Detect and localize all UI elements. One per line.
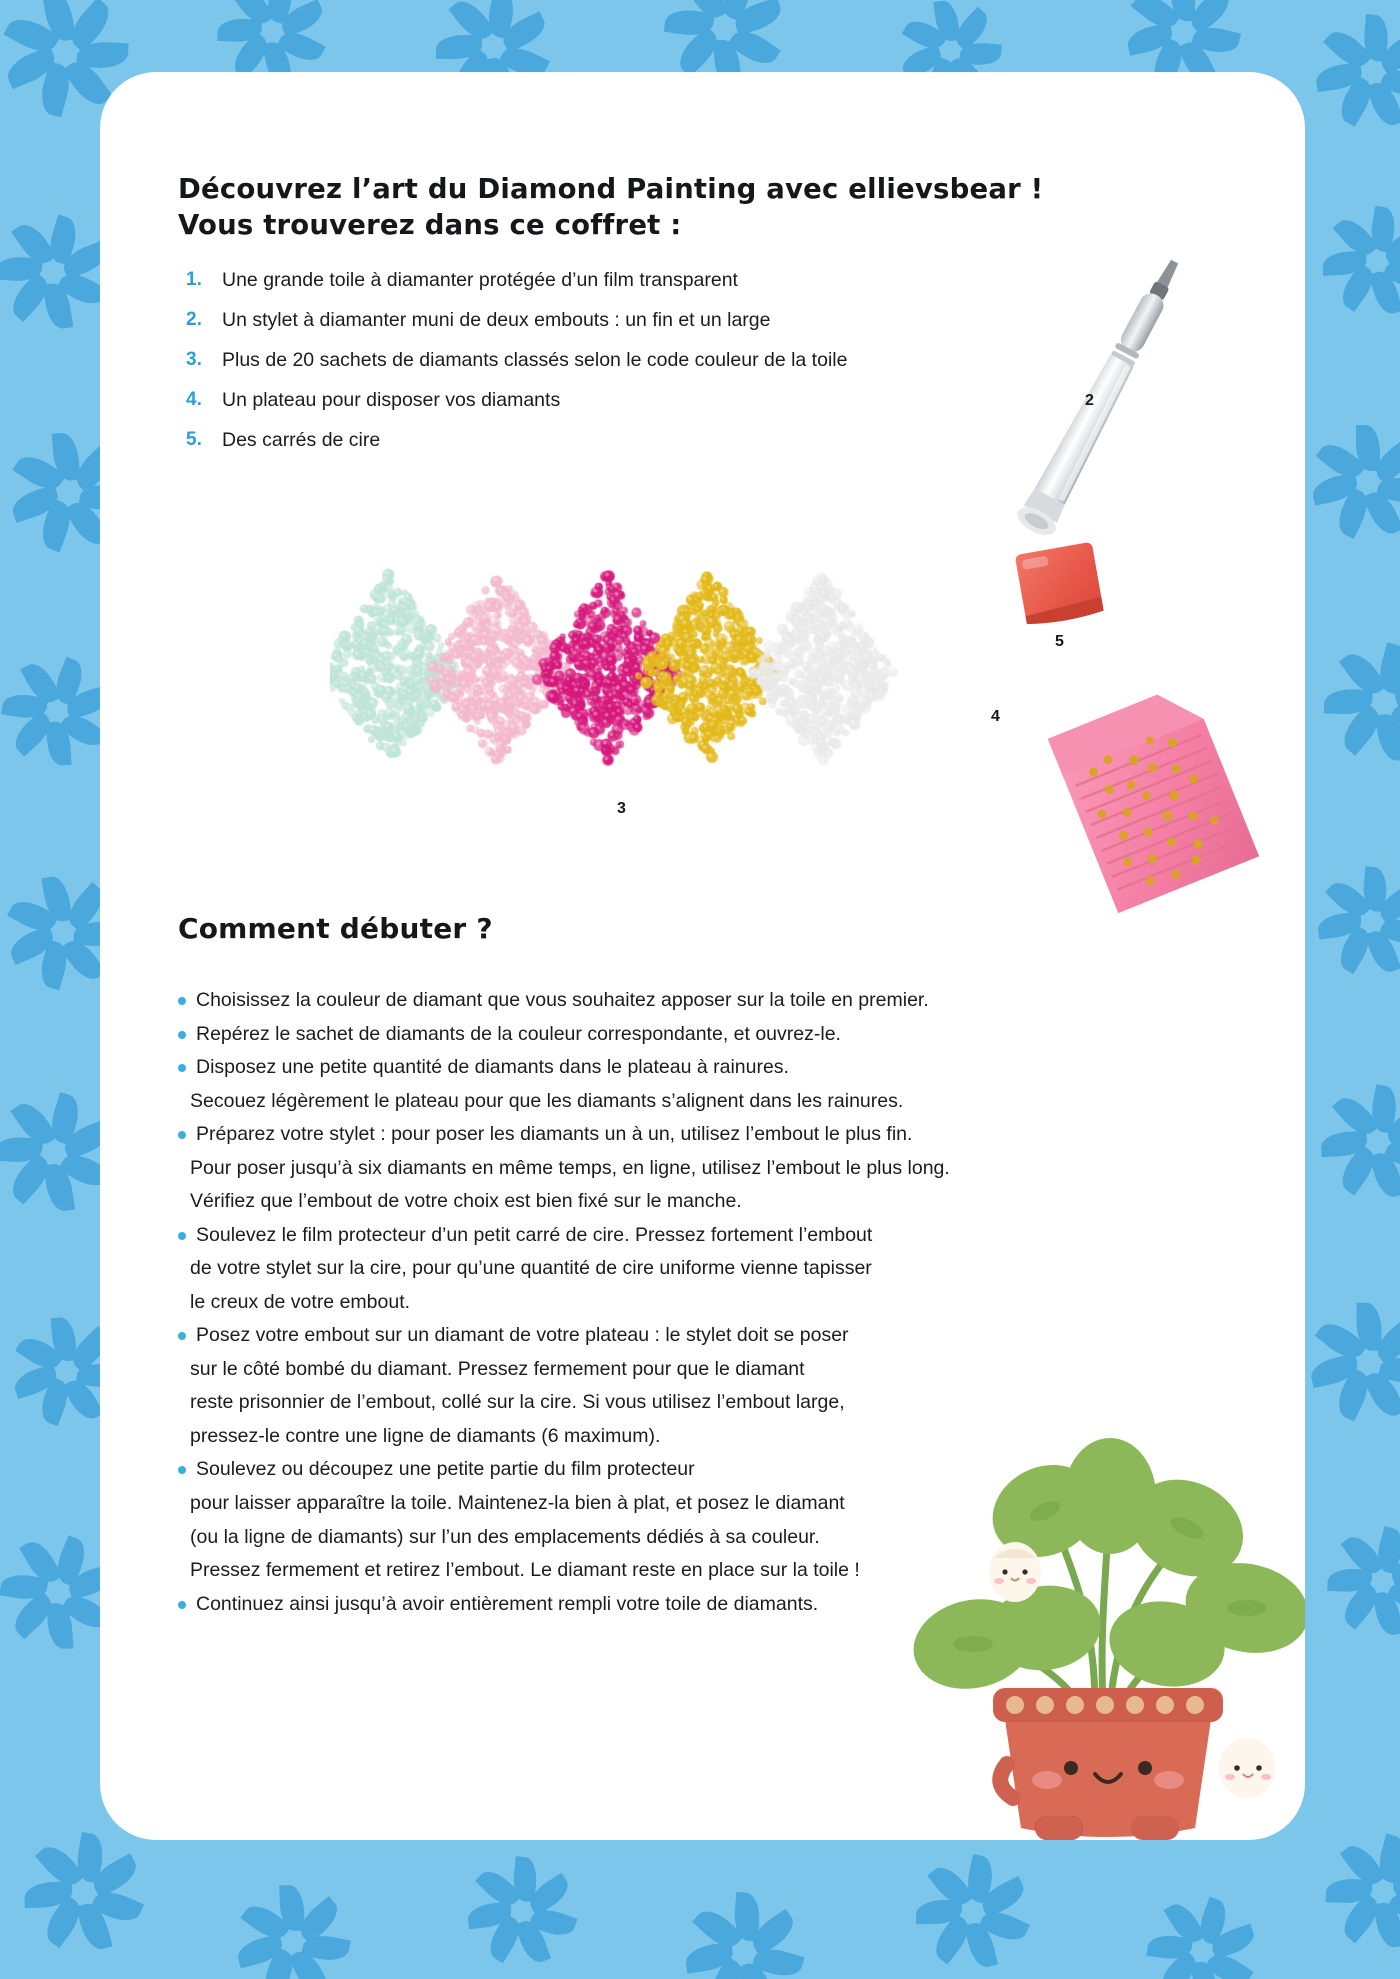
wax-square-illustration (1005, 537, 1125, 650)
list-item-number: 3. (186, 348, 202, 370)
list-item (178, 308, 998, 332)
instruction-text: Pour poser jusqu’à six diamants en même temps, en ligne, utilisez l’embout le plus long. (190, 1156, 950, 1179)
instruction-text: pour laisser apparaître la toile. Maintenez-la bien à plat, et posez le diamant (190, 1491, 845, 1514)
instruction-step (174, 1118, 1174, 1152)
bullet-icon (178, 1064, 186, 1072)
diamond-piles-illustration (330, 532, 930, 822)
instruction-text: le creux de votre embout. (190, 1290, 411, 1313)
instruction-step (174, 984, 1174, 1018)
list-item-label: Une grande toile à diamanter protégée d’un film transparent (222, 269, 738, 291)
list-item-number: 2. (186, 308, 202, 330)
bullet-icon (178, 1601, 186, 1609)
label-tray: 4 (991, 708, 1000, 725)
instruction-step (174, 1051, 1174, 1085)
bullet-icon (178, 997, 186, 1005)
instruction-text: pressez-le contre une ligne de diamants (6 maximum). (190, 1424, 661, 1447)
instruction-text: Soulevez le film protecteur d’un petit carré de cire. Pressez fortement l’embout (196, 1223, 873, 1246)
instruction-step-continuation (174, 1252, 1174, 1286)
bird-mascot-1 (989, 1542, 1041, 1602)
bullet-icon (178, 1466, 186, 1474)
diamonds-canvas (330, 532, 930, 822)
instruction-text: sur le côté bombé du diamant. Pressez fermement pour que le diamant (190, 1357, 805, 1380)
instruction-text: Soulevez ou découpez une petite partie du film protecteur (196, 1458, 695, 1481)
section-title-how-to-start: Comment débuter ? (178, 912, 493, 945)
instruction-text: Pressez fermement et retirez l’embout. Le diamant reste en place sur la toile ! (190, 1559, 860, 1582)
list-item-number: 4. (186, 388, 202, 410)
instruction-text: (ou la ligne de diamants) sur l’un des emplacements dédiés à sa couleur. (190, 1525, 820, 1548)
instruction-step (174, 1319, 1174, 1353)
tray-icon (1025, 682, 1285, 942)
list-item (178, 268, 998, 292)
plant-pot (993, 1688, 1223, 1840)
instruction-step-continuation (174, 1286, 1174, 1320)
instruction-text: de votre stylet sur la cire, pour qu’une quantité de cire uniforme vienne tapisser (190, 1257, 872, 1280)
bird-mascot-2 (1219, 1738, 1275, 1798)
instruction-text: Posez votre embout sur un diamant de votre plateau : le stylet doit se poser (196, 1324, 849, 1347)
monstera-plant-icon (895, 1376, 1305, 1840)
instruction-text: Continuez ainsi jusqu’à avoir entièrement rempli votre toile de diamants. (196, 1592, 819, 1615)
instruction-step-continuation (174, 1152, 1174, 1186)
list-item (178, 428, 998, 452)
page-title (178, 172, 1138, 244)
instruction-step-continuation (174, 1185, 1174, 1219)
title-line-1: Découvrez l’art du Diamond Painting avec ellievsbear ! (178, 173, 1044, 205)
wax-icon (1005, 537, 1125, 647)
bullet-icon (178, 1031, 186, 1039)
list-item-label: Un plateau pour disposer vos diamants (222, 388, 561, 411)
instruction-text: Vérifiez que l’embout de votre choix est bien fixé sur le manche. (190, 1190, 742, 1213)
label-diamonds: 3 (617, 800, 626, 817)
diamond-pen-illustration (970, 237, 1230, 567)
instruction-text: Choisissez la couleur de diamant que vous souhaitez apposer sur la toile en premier. (196, 989, 929, 1011)
pen-icon (970, 237, 1230, 567)
diamond-tray-illustration (991, 682, 1285, 942)
bullet-icon (178, 1332, 186, 1340)
list-item-number: 1. (186, 269, 202, 290)
label-wax: 5 (1055, 633, 1064, 650)
bullet-icon (178, 1131, 186, 1139)
label-pen: 2 (1085, 392, 1094, 409)
list-item (178, 348, 998, 372)
instruction-text: Disposez une petite quantité de diamants dans le plateau à rainures. (196, 1056, 789, 1079)
title-line-2: Vous trouverez dans ce coffret : (178, 208, 682, 241)
kit-contents-list (178, 268, 998, 467)
plant-illustration (895, 1376, 1305, 1840)
instruction-text: Repérez le sachet de diamants de la couleur correspondante, et ouvrez-le. (196, 1022, 841, 1045)
instruction-step (174, 1219, 1174, 1253)
content-card (100, 72, 1305, 1840)
instruction-step-continuation (174, 1085, 1174, 1119)
instruction-text: Préparez votre stylet : pour poser les diamants un à un, utilisez l’embout le plus fin. (196, 1123, 913, 1146)
instruction-text: reste prisonnier de l’embout, collé sur la cire. Si vous utilisez l’embout large, (190, 1391, 845, 1414)
list-item-label: Des carrés de cire (222, 428, 381, 451)
list-item-number: 5. (186, 428, 202, 450)
list-item-label: Plus de 20 sachets de diamants classés selon le code couleur de la toile (222, 348, 848, 371)
bullet-icon (178, 1232, 186, 1240)
instruction-text: Secouez légèrement le plateau pour que les diamants s’alignent dans les rainures. (190, 1089, 904, 1112)
list-item (178, 388, 998, 412)
list-item-label: Un stylet à diamanter muni de deux embouts : un fin et un large (222, 308, 771, 331)
instruction-step (174, 1018, 1174, 1052)
